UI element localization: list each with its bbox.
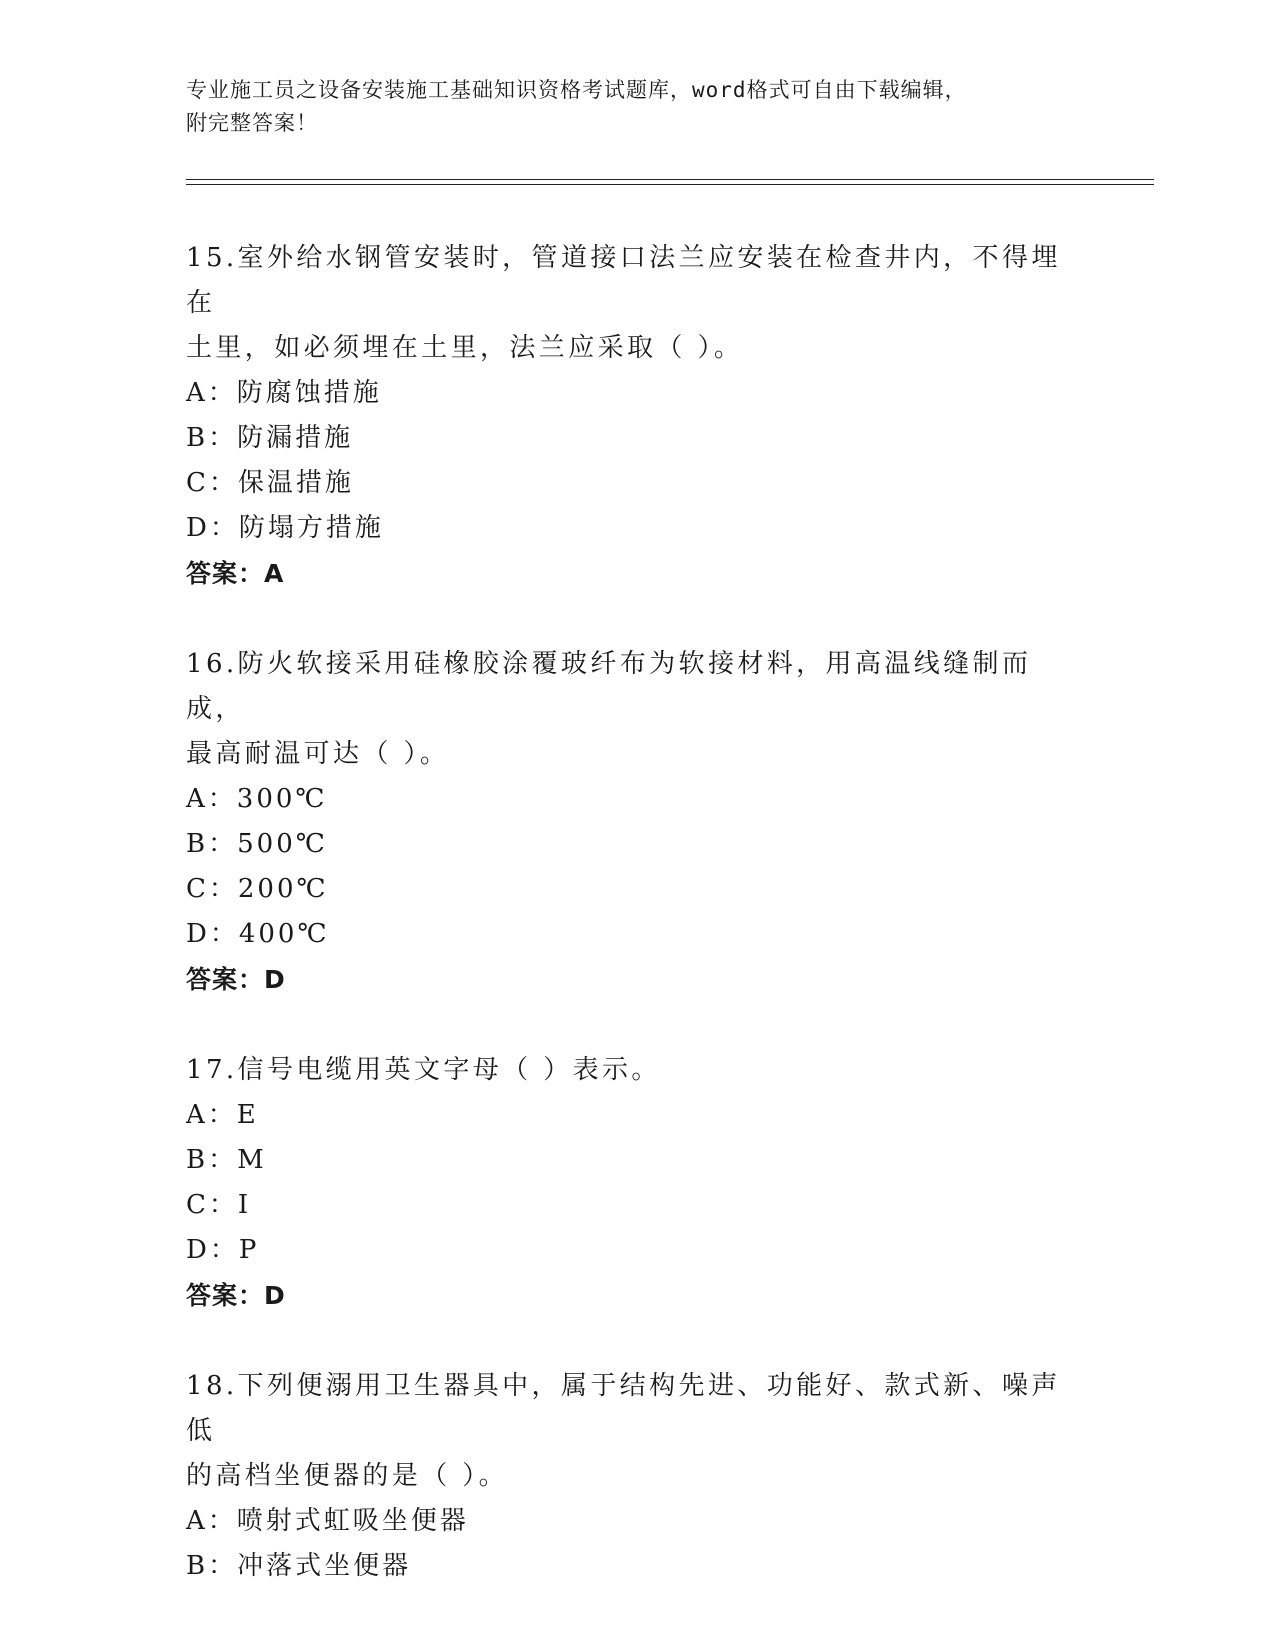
- answer-line: 答案：D: [186, 965, 286, 994]
- question-16: [186, 642, 1086, 1002]
- header-line-1: 专业施工员之设备安装施工基础知识资格考试题库，word格式可自由下载编辑，: [186, 78, 967, 102]
- question-stem-line: 最高耐温可达（ ）。: [186, 739, 450, 769]
- option-d: D：P: [186, 1235, 260, 1265]
- document-header: [186, 74, 1066, 140]
- question-stem-line: 的高档坐便器的是（ ）。: [186, 1461, 509, 1491]
- question-17: [186, 1048, 1086, 1318]
- option-b: B：冲落式坐便器: [186, 1551, 412, 1581]
- question-stem-line: 18.下列便溺用卫生器具中，属于结构先进、功能好、款式新、噪声低: [186, 1371, 1061, 1446]
- option-a: A：防腐蚀措施: [186, 378, 382, 408]
- option-d: D：400℃: [186, 919, 330, 949]
- question-stem-line: 15.室外给水钢管安装时，管道接口法兰应安装在检查井内，不得埋在: [186, 243, 1061, 318]
- answer-line: 答案：A: [186, 559, 285, 588]
- answer-line: 答案：D: [186, 1281, 286, 1310]
- option-b: B：500℃: [186, 829, 328, 859]
- option-c: C：保温措施: [186, 468, 354, 498]
- option-c: C：I: [186, 1190, 252, 1220]
- option-a: A：300℃: [186, 784, 328, 814]
- question-stem-line: 17.信号电缆用英文字母（ ）表示。: [186, 1055, 661, 1085]
- option-b: B：M: [186, 1145, 267, 1175]
- option-b: B：防漏措施: [186, 423, 354, 453]
- option-d: D：防塌方措施: [186, 513, 384, 543]
- header-divider-top: [186, 179, 1154, 180]
- option-a: A：喷射式虹吸坐便器: [186, 1506, 469, 1536]
- header-line-2: 附完整答案！: [186, 111, 318, 135]
- header-divider-bottom: [186, 184, 1154, 185]
- question-18: [186, 1364, 1086, 1589]
- option-c: C：200℃: [186, 874, 329, 904]
- question-list: [186, 236, 1086, 1635]
- question-15: [186, 236, 1086, 596]
- question-stem-line: 土里，如必须埋在土里，法兰应采取（ ）。: [186, 333, 744, 363]
- option-a: A：E: [186, 1100, 259, 1130]
- question-stem-line: 16.防火软接采用硅橡胶涂覆玻纤布为软接材料，用高温线缝制而成，: [186, 649, 1032, 724]
